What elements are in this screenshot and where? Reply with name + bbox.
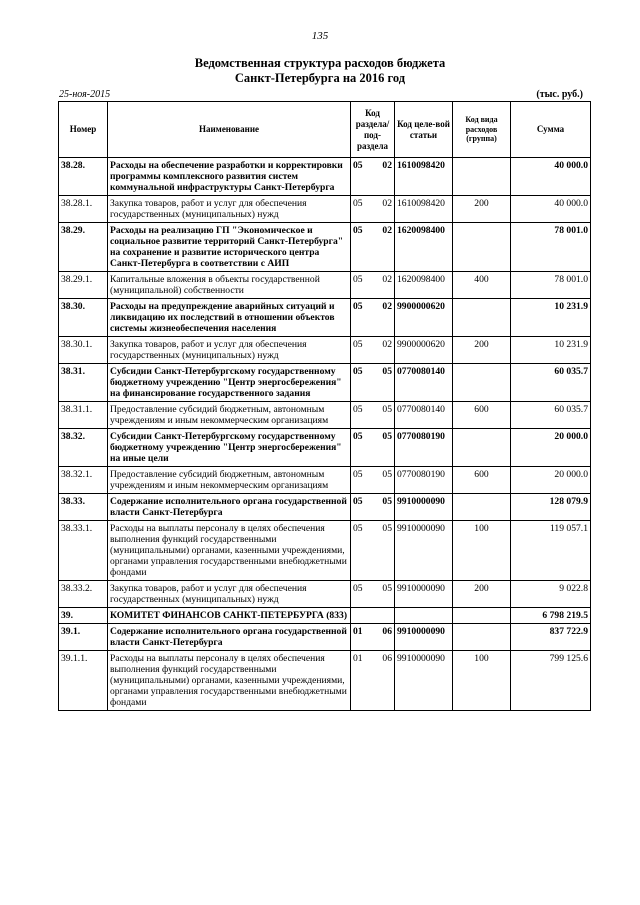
row-subsection-code: 02 [373, 196, 395, 223]
row-target-code: 9910000090 [395, 651, 453, 711]
row-amount: 10 231.9 [511, 299, 591, 337]
row-amount: 60 035.7 [511, 364, 591, 402]
row-name: Содержание исполнительного органа государственной власти Санкт-Петербурга [108, 494, 351, 521]
row-expense-type: 200 [453, 337, 511, 364]
row-subsection-code: 05 [373, 402, 395, 429]
table-row [59, 429, 591, 467]
row-target-code: 0770080190 [395, 429, 453, 467]
table-row [59, 467, 591, 494]
row-expense-type [453, 429, 511, 467]
table-row [59, 651, 591, 711]
row-target-code: 9910000090 [395, 624, 453, 651]
page-title [0, 56, 640, 86]
row-target-code: 0770080190 [395, 467, 453, 494]
row-amount: 9 022.8 [511, 581, 591, 608]
title-line-2: Санкт-Петербурга на 2016 год [234, 71, 406, 85]
row-number: 38.32.1. [59, 467, 108, 494]
table-row [59, 581, 591, 608]
row-amount: 78 001.0 [511, 223, 591, 272]
row-number: 39. [59, 608, 108, 624]
row-subsection-code: 02 [373, 299, 395, 337]
row-number: 38.30. [59, 299, 108, 337]
row-name: Субсидии Санкт-Петербургскому государственному бюджетному учреждению "Центр энергосбережения" на иные цели [108, 429, 351, 467]
row-subsection-code: 02 [373, 337, 395, 364]
row-target-code: 1610098420 [395, 196, 453, 223]
row-target-code: 9910000090 [395, 581, 453, 608]
row-section-code: 05 [351, 402, 373, 429]
row-subsection-code: 02 [373, 223, 395, 272]
row-subsection-code: 05 [373, 467, 395, 494]
row-expense-type: 200 [453, 196, 511, 223]
row-number: 39.1.1. [59, 651, 108, 711]
header-amount: Сумма [511, 102, 591, 158]
row-name: Расходы на выплаты персоналу в целях обеспечения выполнения функций государственными (муниципальными) органами, казенными учреждениями, органами управления государственными внебюджетными фондами [108, 521, 351, 581]
table-row [59, 624, 591, 651]
row-section-code: 05 [351, 158, 373, 196]
header-name: Наименование [108, 102, 351, 158]
row-target-code: 9910000090 [395, 494, 453, 521]
row-subsection-code: 05 [373, 521, 395, 581]
row-amount: 20 000.0 [511, 429, 591, 467]
table-row [59, 223, 591, 272]
row-number: 38.30.1. [59, 337, 108, 364]
table-row [59, 299, 591, 337]
row-expense-type: 600 [453, 467, 511, 494]
row-number: 38.28. [59, 158, 108, 196]
row-subsection-code: 02 [373, 272, 395, 299]
row-amount: 78 001.0 [511, 272, 591, 299]
row-number: 38.31.1. [59, 402, 108, 429]
row-section-code: 05 [351, 299, 373, 337]
row-name: КОМИТЕТ ФИНАНСОВ САНКТ-ПЕТЕРБУРГА (833) [108, 608, 351, 624]
table-row [59, 337, 591, 364]
table-row [59, 272, 591, 299]
row-section-code: 05 [351, 494, 373, 521]
row-subsection-code [373, 608, 395, 624]
row-target-code: 1610098420 [395, 158, 453, 196]
title-line-1: Ведомственная структура расходов бюджета [194, 56, 446, 70]
row-subsection-code: 05 [373, 364, 395, 402]
row-name: Расходы на выплаты персоналу в целях обеспечения выполнения функций государственными (муниципальными) органами, казенными учреждениями, органами управления государственными внебюджетными фондами [108, 651, 351, 711]
row-expense-type [453, 624, 511, 651]
row-expense-type [453, 299, 511, 337]
row-section-code: 01 [351, 651, 373, 711]
row-name: Расходы на обеспечение разработки и корректировки программы комплексного развития систем коммунальной инфраструктуры Санкт-Петербурга [108, 158, 351, 196]
row-number: 38.33.1. [59, 521, 108, 581]
row-target-code [395, 608, 453, 624]
row-target-code: 9900000620 [395, 299, 453, 337]
row-section-code: 05 [351, 272, 373, 299]
row-subsection-code: 06 [373, 651, 395, 711]
row-amount: 119 057.1 [511, 521, 591, 581]
row-target-code: 9900000620 [395, 337, 453, 364]
row-amount: 10 231.9 [511, 337, 591, 364]
row-section-code: 05 [351, 364, 373, 402]
row-name: Расходы на реализацию ГП "Экономическое и социальное развитие территорий Санкт-Петербурга" на сохранение и развитие исторического центра Санкт-Петербурга в соответствии с АИП [108, 223, 351, 272]
page-number: 135 [311, 30, 329, 42]
row-name: Закупка товаров, работ и услуг для обеспечения государственных (муниципальных) нужд [108, 581, 351, 608]
row-name: Закупка товаров, работ и услуг для обеспечения государственных (муниципальных) нужд [108, 337, 351, 364]
row-amount: 60 035.7 [511, 402, 591, 429]
row-name: Капитальные вложения в объекты государственной (муниципальной) собственности [108, 272, 351, 299]
row-section-code: 05 [351, 337, 373, 364]
row-name: Предоставление субсидий бюджетным, автономным учреждениям и иным некоммерческим организациям [108, 402, 351, 429]
row-section-code: 05 [351, 429, 373, 467]
row-expense-type: 400 [453, 272, 511, 299]
row-subsection-code: 06 [373, 624, 395, 651]
row-number: 38.28.1. [59, 196, 108, 223]
row-name: Содержание исполнительного органа государственной власти Санкт-Петербурга [108, 624, 351, 651]
row-expense-type [453, 158, 511, 196]
row-subsection-code: 05 [373, 494, 395, 521]
header-number: Номер [59, 102, 108, 158]
row-expense-type [453, 223, 511, 272]
row-target-code: 9910000090 [395, 521, 453, 581]
row-expense-type [453, 494, 511, 521]
row-amount: 837 722.9 [511, 624, 591, 651]
row-name: Предоставление субсидий бюджетным, автономным учреждениям и иным некоммерческим организациям [108, 467, 351, 494]
row-section-code: 05 [351, 223, 373, 272]
table-row [59, 158, 591, 196]
row-number: 38.29. [59, 223, 108, 272]
row-expense-type: 100 [453, 651, 511, 711]
row-amount: 40 000.0 [511, 158, 591, 196]
row-amount: 128 079.9 [511, 494, 591, 521]
row-section-code: 05 [351, 521, 373, 581]
row-section-code: 01 [351, 624, 373, 651]
row-name: Закупка товаров, работ и услуг для обеспечения государственных (муниципальных) нужд [108, 196, 351, 223]
row-section-code [351, 608, 373, 624]
header-target-code: Код целе-вой статьи [395, 102, 453, 158]
header-expense-type: Код вида расходов (группа) [453, 102, 511, 158]
budget-table [58, 101, 591, 711]
row-number: 39.1. [59, 624, 108, 651]
row-target-code: 0770080140 [395, 364, 453, 402]
row-amount: 40 000.0 [511, 196, 591, 223]
row-target-code: 1620098400 [395, 223, 453, 272]
row-expense-type: 200 [453, 581, 511, 608]
row-amount: 799 125.6 [511, 651, 591, 711]
row-number: 38.33. [59, 494, 108, 521]
row-target-code: 1620098400 [395, 272, 453, 299]
table-row [59, 196, 591, 223]
table-header-row [59, 102, 591, 158]
table-row [59, 364, 591, 402]
row-amount: 20 000.0 [511, 467, 591, 494]
table-row [59, 608, 591, 624]
row-number: 38.31. [59, 364, 108, 402]
row-number: 38.29.1. [59, 272, 108, 299]
row-amount: 6 798 219.5 [511, 608, 591, 624]
row-expense-type [453, 608, 511, 624]
row-target-code: 0770080140 [395, 402, 453, 429]
row-section-code: 05 [351, 196, 373, 223]
row-name: Расходы на предупреждение аварийных ситуаций и ликвидацию их последствий в отношении объектов системы жизнеобеспечения населения [108, 299, 351, 337]
row-name: Субсидии Санкт-Петербургскому государственному бюджетному учреждению "Центр энергосбережения" на финансирование государственного задания [108, 364, 351, 402]
row-subsection-code: 05 [373, 581, 395, 608]
document-date: 25-ноя-2015 [59, 89, 111, 100]
header-section-code: Код раздела/ под-раздела [351, 102, 395, 158]
row-subsection-code: 05 [373, 429, 395, 467]
units-label: (тыс. руб.) [536, 89, 583, 100]
row-number: 38.32. [59, 429, 108, 467]
row-section-code: 05 [351, 467, 373, 494]
table-row [59, 402, 591, 429]
row-subsection-code: 02 [373, 158, 395, 196]
row-expense-type: 600 [453, 402, 511, 429]
row-expense-type [453, 364, 511, 402]
row-number: 38.33.2. [59, 581, 108, 608]
table-row [59, 494, 591, 521]
table-row [59, 521, 591, 581]
row-section-code: 05 [351, 581, 373, 608]
row-expense-type: 100 [453, 521, 511, 581]
